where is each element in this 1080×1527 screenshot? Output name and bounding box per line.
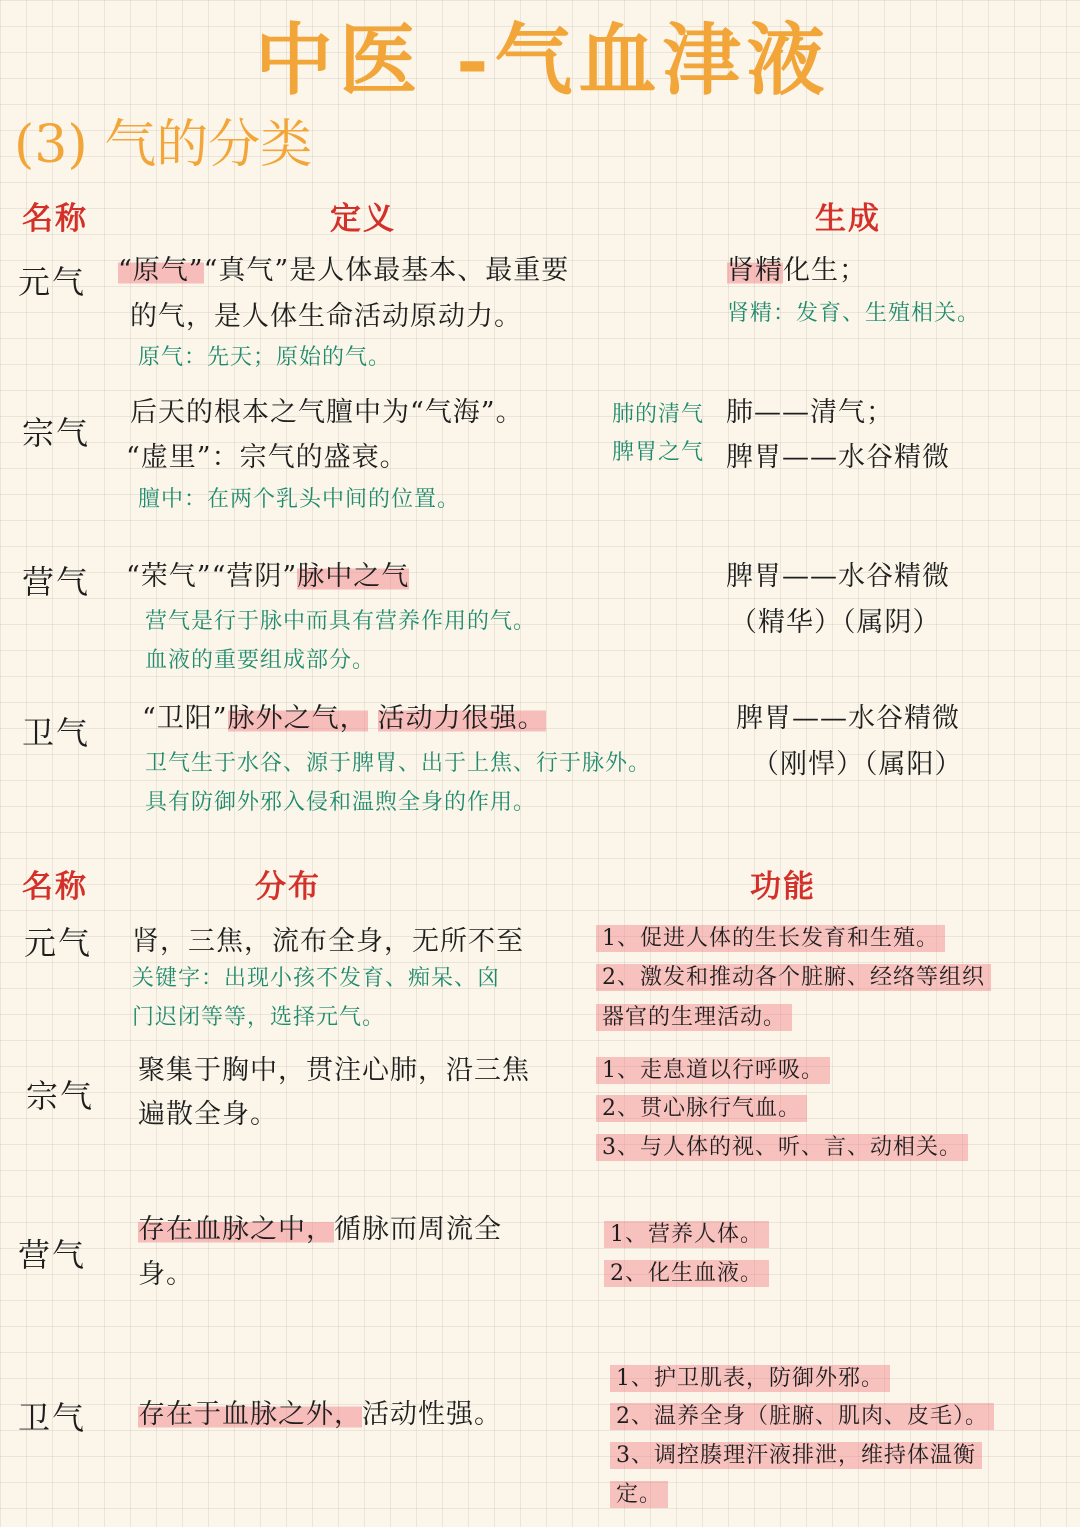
t1-header-generation: 生成: [815, 201, 881, 237]
t1-row-yingqi-def-highlight: 脉中之气: [297, 561, 410, 592]
t2-row-zongqi-func2-text: 2、贯心脉行气血。: [596, 1095, 807, 1122]
t1-row-yingqi-note1: 营气是行于脉中而具有营养作用的气。: [145, 609, 537, 634]
t1-row-weiqi-note1: 卫气生于水谷、源于脾胃、出于上焦、行于脉外。: [145, 751, 652, 776]
t2-row-yingqi-dist-rest: 循脉而周流全: [334, 1214, 502, 1245]
t2-row-zongqi-name: 宗气: [26, 1077, 95, 1115]
t2-row-yingqi-func2: [604, 1260, 769, 1287]
t1-row-zongqi-gen-label1: 肺的清气: [612, 402, 705, 427]
t1-row-weiqi-def-highlight2: 活动力很强。: [377, 703, 546, 734]
t2-row-yuanqi-func1-text: 1、促进人体的生长发育和生殖。: [596, 925, 945, 952]
t2-row-yuanqi-func2-text: 2、激发和推动各个脏腑、经络等组织: [596, 964, 991, 991]
t2-row-weiqi-name: 卫气: [18, 1399, 87, 1437]
t2-row-yuanqi-name: 元气: [24, 924, 93, 962]
t2-row-zongqi-dist-line1: 聚集于胸中，贯注心肺，沿三焦: [138, 1055, 530, 1086]
t2-row-weiqi-func1: [610, 1365, 890, 1392]
t1-row-yuanqi-note: 原气：先天；原始的气。: [138, 345, 392, 370]
t2-row-yuanqi-func1: [596, 925, 945, 952]
t2-row-zongqi-func3: [596, 1134, 968, 1161]
t1-row-yuanqi-def-line2: 的气，是人体生命活动原动力。: [130, 301, 522, 332]
t1-row-yingqi-gen-line1: 脾胃——水谷精微: [726, 561, 950, 592]
t1-row-yingqi-note2: 血液的重要组成部分。: [145, 648, 376, 673]
t1-row-yuanqi-gen: [727, 255, 867, 286]
t1-row-yingqi-def-line1: [126, 561, 409, 592]
t1-row-zongqi-gen-text1: 肺——清气；: [726, 397, 894, 428]
t2-row-weiqi-func2-text: 2、温养全身（脏腑、肌肉、皮毛）。: [610, 1403, 994, 1430]
t2-row-yingqi-dist-line1: [138, 1214, 502, 1245]
t1-row-zongqi-note: 膻中：在两个乳头中间的位置。: [138, 487, 461, 512]
page-title: 中医 -气血津液: [255, 15, 831, 106]
t2-row-yuanqi-func3-text: 器官的生理活动。: [596, 1004, 792, 1031]
t2-row-weiqi-func2: [610, 1403, 994, 1430]
t2-row-yuanqi-dist: 肾，三焦，流布全身，无所不至: [132, 926, 524, 957]
t2-row-weiqi-dist-line1: [138, 1399, 502, 1430]
t1-row-yingqi-def-plain: “荣气”“营阴”: [126, 561, 298, 592]
t1-header-definition: 定义: [330, 201, 396, 237]
t1-row-zongqi-name: 宗气: [22, 414, 91, 452]
t2-row-zongqi-func3-text: 3、与人体的视、听、言、动相关。: [596, 1134, 968, 1161]
t1-row-yuanqi-def-line1: [118, 255, 569, 286]
t2-row-weiqi-func3: [610, 1442, 982, 1469]
t2-row-yuanqi-func3: [596, 1004, 792, 1031]
t1-row-weiqi-def-line1: [142, 703, 546, 734]
t2-row-zongqi-func1-text: 1、走息道以行呼吸。: [596, 1057, 830, 1084]
t1-row-zongqi-gen-label2: 脾胃之气: [612, 440, 705, 465]
t1-row-yuanqi-def-rest: “真气”是人体最基本、最重要: [203, 255, 570, 286]
t2-row-yuanqi-func2: [596, 964, 991, 991]
t1-header-name: 名称: [22, 201, 88, 237]
t2-row-yingqi-func1: [604, 1221, 769, 1248]
t1-row-yuanqi-gen-highlight: 肾精: [727, 255, 783, 286]
t1-row-weiqi-note2: 具有防御外邪入侵和温煦全身的作用。: [145, 790, 537, 815]
t2-row-weiqi-func3-text: 3、调控腠理汗液排泄，维持体温衡: [610, 1442, 982, 1469]
t1-row-zongqi-gen-text2: 脾胃——水谷精微: [726, 442, 950, 473]
t2-row-yingqi-func2-text: 2、化生血液。: [604, 1260, 769, 1287]
t2-row-yingqi-dist-highlight: 存在血脉之中，: [138, 1214, 334, 1245]
t2-row-yingqi-func1-text: 1、营养人体。: [604, 1221, 769, 1248]
t2-row-zongqi-func2: [596, 1095, 807, 1122]
t1-row-yuanqi-name: 元气: [18, 263, 87, 301]
t2-row-weiqi-dist-highlight: 存在于血脉之外，: [138, 1399, 362, 1430]
t2-row-weiqi-func4: [610, 1481, 668, 1508]
t2-row-weiqi-dist-rest: 活动性强。: [362, 1399, 502, 1430]
t1-row-zongqi-def-line1: 后天的根本之气膻中为“气海”。: [130, 397, 524, 428]
t2-row-yuanqi-key1: 关键字：出现小孩不发育、痴呆、囟: [132, 966, 501, 991]
t1-row-yingqi-gen-line2: （精华）（属阴）: [730, 607, 941, 638]
t2-row-zongqi-dist-line2: 遍散全身。: [138, 1099, 278, 1130]
t1-row-weiqi-def-plain: “卫阳”: [142, 703, 228, 734]
t2-row-yuanqi-key2: 门迟闭等等，选择元气。: [132, 1005, 386, 1030]
t2-row-yingqi-name: 营气: [18, 1236, 87, 1274]
section-subtitle: (3) 气的分类: [14, 115, 313, 175]
t1-row-weiqi-gen-line1: 脾胃——水谷精微: [736, 703, 960, 734]
t1-row-weiqi-def-highlight1: 脉外之气，: [227, 703, 368, 734]
t1-row-weiqi-gen-line2: （刚悍）（属阳）: [752, 749, 963, 780]
t2-header-distribution: 分布: [255, 869, 321, 905]
t2-row-zongqi-func1: [596, 1057, 830, 1084]
t2-row-yingqi-dist-line2: 身。: [138, 1259, 194, 1290]
t2-header-name: 名称: [22, 869, 88, 905]
t1-row-yuanqi-def-highlight: “原气”: [118, 255, 204, 286]
t2-row-weiqi-func1-text: 1、护卫肌表，防御外邪。: [610, 1365, 890, 1392]
t2-row-weiqi-func4-text: 定。: [610, 1481, 668, 1508]
t2-header-function: 功能: [750, 869, 816, 905]
t1-row-yingqi-name: 营气: [22, 563, 91, 601]
t1-row-weiqi-name: 卫气: [22, 714, 91, 752]
t1-row-yuanqi-gen-note: 肾精：发育、生殖相关。: [727, 301, 981, 326]
t1-row-yuanqi-gen-rest: 化生；: [783, 255, 867, 286]
t1-row-zongqi-def-line2: “虚里”：宗气的盛衰。: [126, 442, 408, 473]
